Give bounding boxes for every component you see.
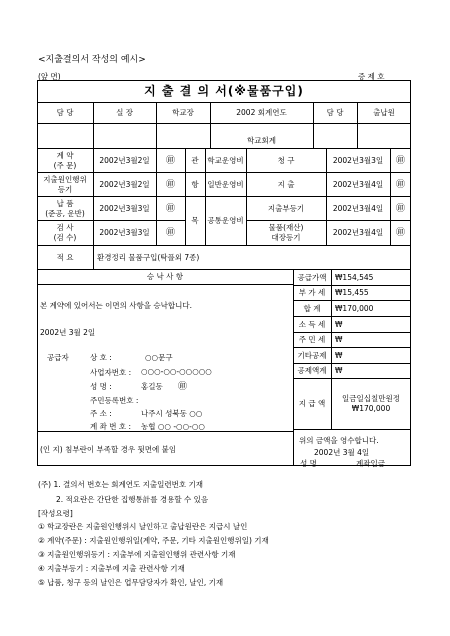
supplier-name: 홍길동 [141,382,163,391]
delivery-label-1: 납 품 [56,198,74,208]
example-title: <지출결의서 작성의 예시> [38,55,146,65]
hang-label: 항 [191,179,199,189]
ledger-label-1: 물품(재산) [268,223,304,232]
approval-principal: 학교장 [172,108,194,117]
form-title: 지 출 결 의 서(※물품구입) [144,84,304,98]
amount-value: ₩ [335,350,343,360]
payment-number: ₩170,000 [351,404,391,413]
method-item: ④ 지출부등기 : 지출부에 지출 관련사항 기재 [38,564,185,573]
stamp-note: (인 지) 침부란이 부족할 경우 뒷면에 붙임 [40,445,177,454]
inspect-label [37,221,93,245]
trade-name-label: 상 호 : [90,353,112,362]
receipt-date: 2002년 3월 4일 [314,448,370,457]
ledger-label-2: 대장등기 [271,233,301,242]
receipt-name-label: 성 명 [300,459,317,468]
gwan-label: 관 [191,155,199,165]
mok-value: 공통운영비 [207,216,244,225]
seal-icon: ㊞ [165,203,175,214]
claim-label: 청 구 [277,155,295,165]
contract-label-1: 계 약 [56,150,74,160]
summary-value: 환경정리 물품구입(탁플외 7종) [97,252,200,262]
approval-section-title: 승 낙 사 항 [146,271,184,281]
approval-damdang2: 담 당 [326,108,344,117]
note-1: (주) 1. 결의서 번호는 회계연도 지출일련번호 기재 [38,480,203,489]
address: 나주시 성북동 ○○ [141,409,203,418]
amount-label: 소 득 세 [298,319,326,329]
register-label: 지출부등기 [267,203,305,213]
contract-label-2: (주 문) [53,160,77,170]
pay-label: 지 출 [277,179,295,189]
seal-icon: ㊞ [165,155,175,166]
account-name: 학교회계 [247,136,276,145]
method-item: ② 계약(주문) : 지출원인행위일(계약, 주문, 기타 지출원인행위일) 기재 [38,536,269,545]
inspect-label-2: (검 수) [53,233,77,242]
claim-date: 2002년3월3일 [332,155,384,165]
mok-label: 목 [191,216,199,225]
committee-label [37,173,93,196]
contract-date: 2002년3월2일 [99,155,150,165]
seal-icon: ㊞ [178,382,188,392]
committee-label-2: 등기 [57,184,73,194]
fiscal-year: 2002 회계연도 [236,108,287,117]
amount-label: 기타공제 [297,350,327,360]
inspect-label-1: 검 사 [56,223,74,232]
method-item: ③ 지출원인행위등기 : 지출부에 지출원인행위 관련사항 기재 [38,550,236,559]
approval-statement: 본 계약에 있어서는 이면의 사항을 승낙합니다. [40,301,192,310]
method-title: [작성요령] [38,509,73,518]
register-date: 2002년3월4일 [332,203,384,213]
amount-label: 공제액계 [297,366,327,375]
committee-date: 2002년3월2일 [99,179,150,189]
bizno-label: 사업자번호 : [90,368,132,377]
supplier-label: 공급자 [47,353,69,362]
contract-label [37,149,93,172]
pay-date: 2002년3월4일 [332,179,384,189]
hang-value: 일반운영비 [207,179,244,189]
seal-icon: ㊞ [165,179,175,190]
approval-cashier: 출납원 [373,108,395,117]
account-number: 농협 ○○ -○○-○○ [141,422,205,431]
payment-words: 일금일십칠만원정 [342,394,400,403]
address-label: 주 소 : [90,409,112,418]
method-item: ① 학교장란은 지출원인행위시 날인하고 출납원란은 지급시 날인 [38,522,248,531]
front-label: (앞 면) [38,72,61,81]
receipt-name: 계좌입금 [356,459,385,468]
amount-label: 공급가액 [297,272,327,282]
amount-value: ₩ [335,335,343,344]
seal-icon: ㊞ [395,228,405,238]
method-item: ⑤ 납품, 청구 등의 날인은 업무담당자가 확인, 날인, 기재 [38,578,224,587]
bizno: ○○○-○○-○○○○○ [141,367,212,376]
seal-icon: ㊞ [395,203,405,214]
name-label: 성 명 : [90,382,112,391]
cert-label: 증 제 호 [358,72,385,81]
gwan-value: 학교운영비 [207,155,244,165]
resno-label: 주민등록번호 : [90,396,139,405]
approval-siljang: 실 장 [116,108,133,117]
seal-icon: ㊞ [395,179,405,190]
amount-value: ₩ [335,319,343,329]
note-2: 2. 적요란은 간단한 집행통計를 경용할 수 있음 [56,495,209,504]
summary-label: 적 요 [56,252,74,262]
payment-label: 지 급 액 [298,399,326,408]
ledger-date: 2002년3월4일 [332,228,384,237]
amount-value: ₩170,000 [335,303,374,313]
amount-label: 합 계 [303,303,321,313]
amount-label: 주 민 세 [298,335,326,344]
approval-damdang: 담 당 [56,108,74,117]
amount-value: ₩15,455 [335,288,369,297]
payment-value [331,379,411,429]
approval-date: 2002년 3월 2일 [40,328,96,337]
account-label: 계 좌 번 호 : [90,422,132,431]
inspect-date: 2002년3월3일 [99,228,150,237]
delivery-label [37,197,93,220]
amount-label: 부 가 세 [298,288,326,297]
seal-icon: ㊞ [165,228,175,238]
delivery-date: 2002년3월3일 [99,203,150,213]
trade-name: ○○문구 [145,353,173,362]
seal-icon: ㊞ [395,155,405,166]
amount-value: ₩ [335,366,343,375]
ledger-label [246,221,326,245]
amount-value: ₩154,545 [335,272,374,282]
committee-label-1: 지출원인행위 [43,174,87,184]
receipt-line1: 위의 금액을 영수합니다. [299,436,379,445]
delivery-label-2: (준공, 운반) [45,208,85,218]
